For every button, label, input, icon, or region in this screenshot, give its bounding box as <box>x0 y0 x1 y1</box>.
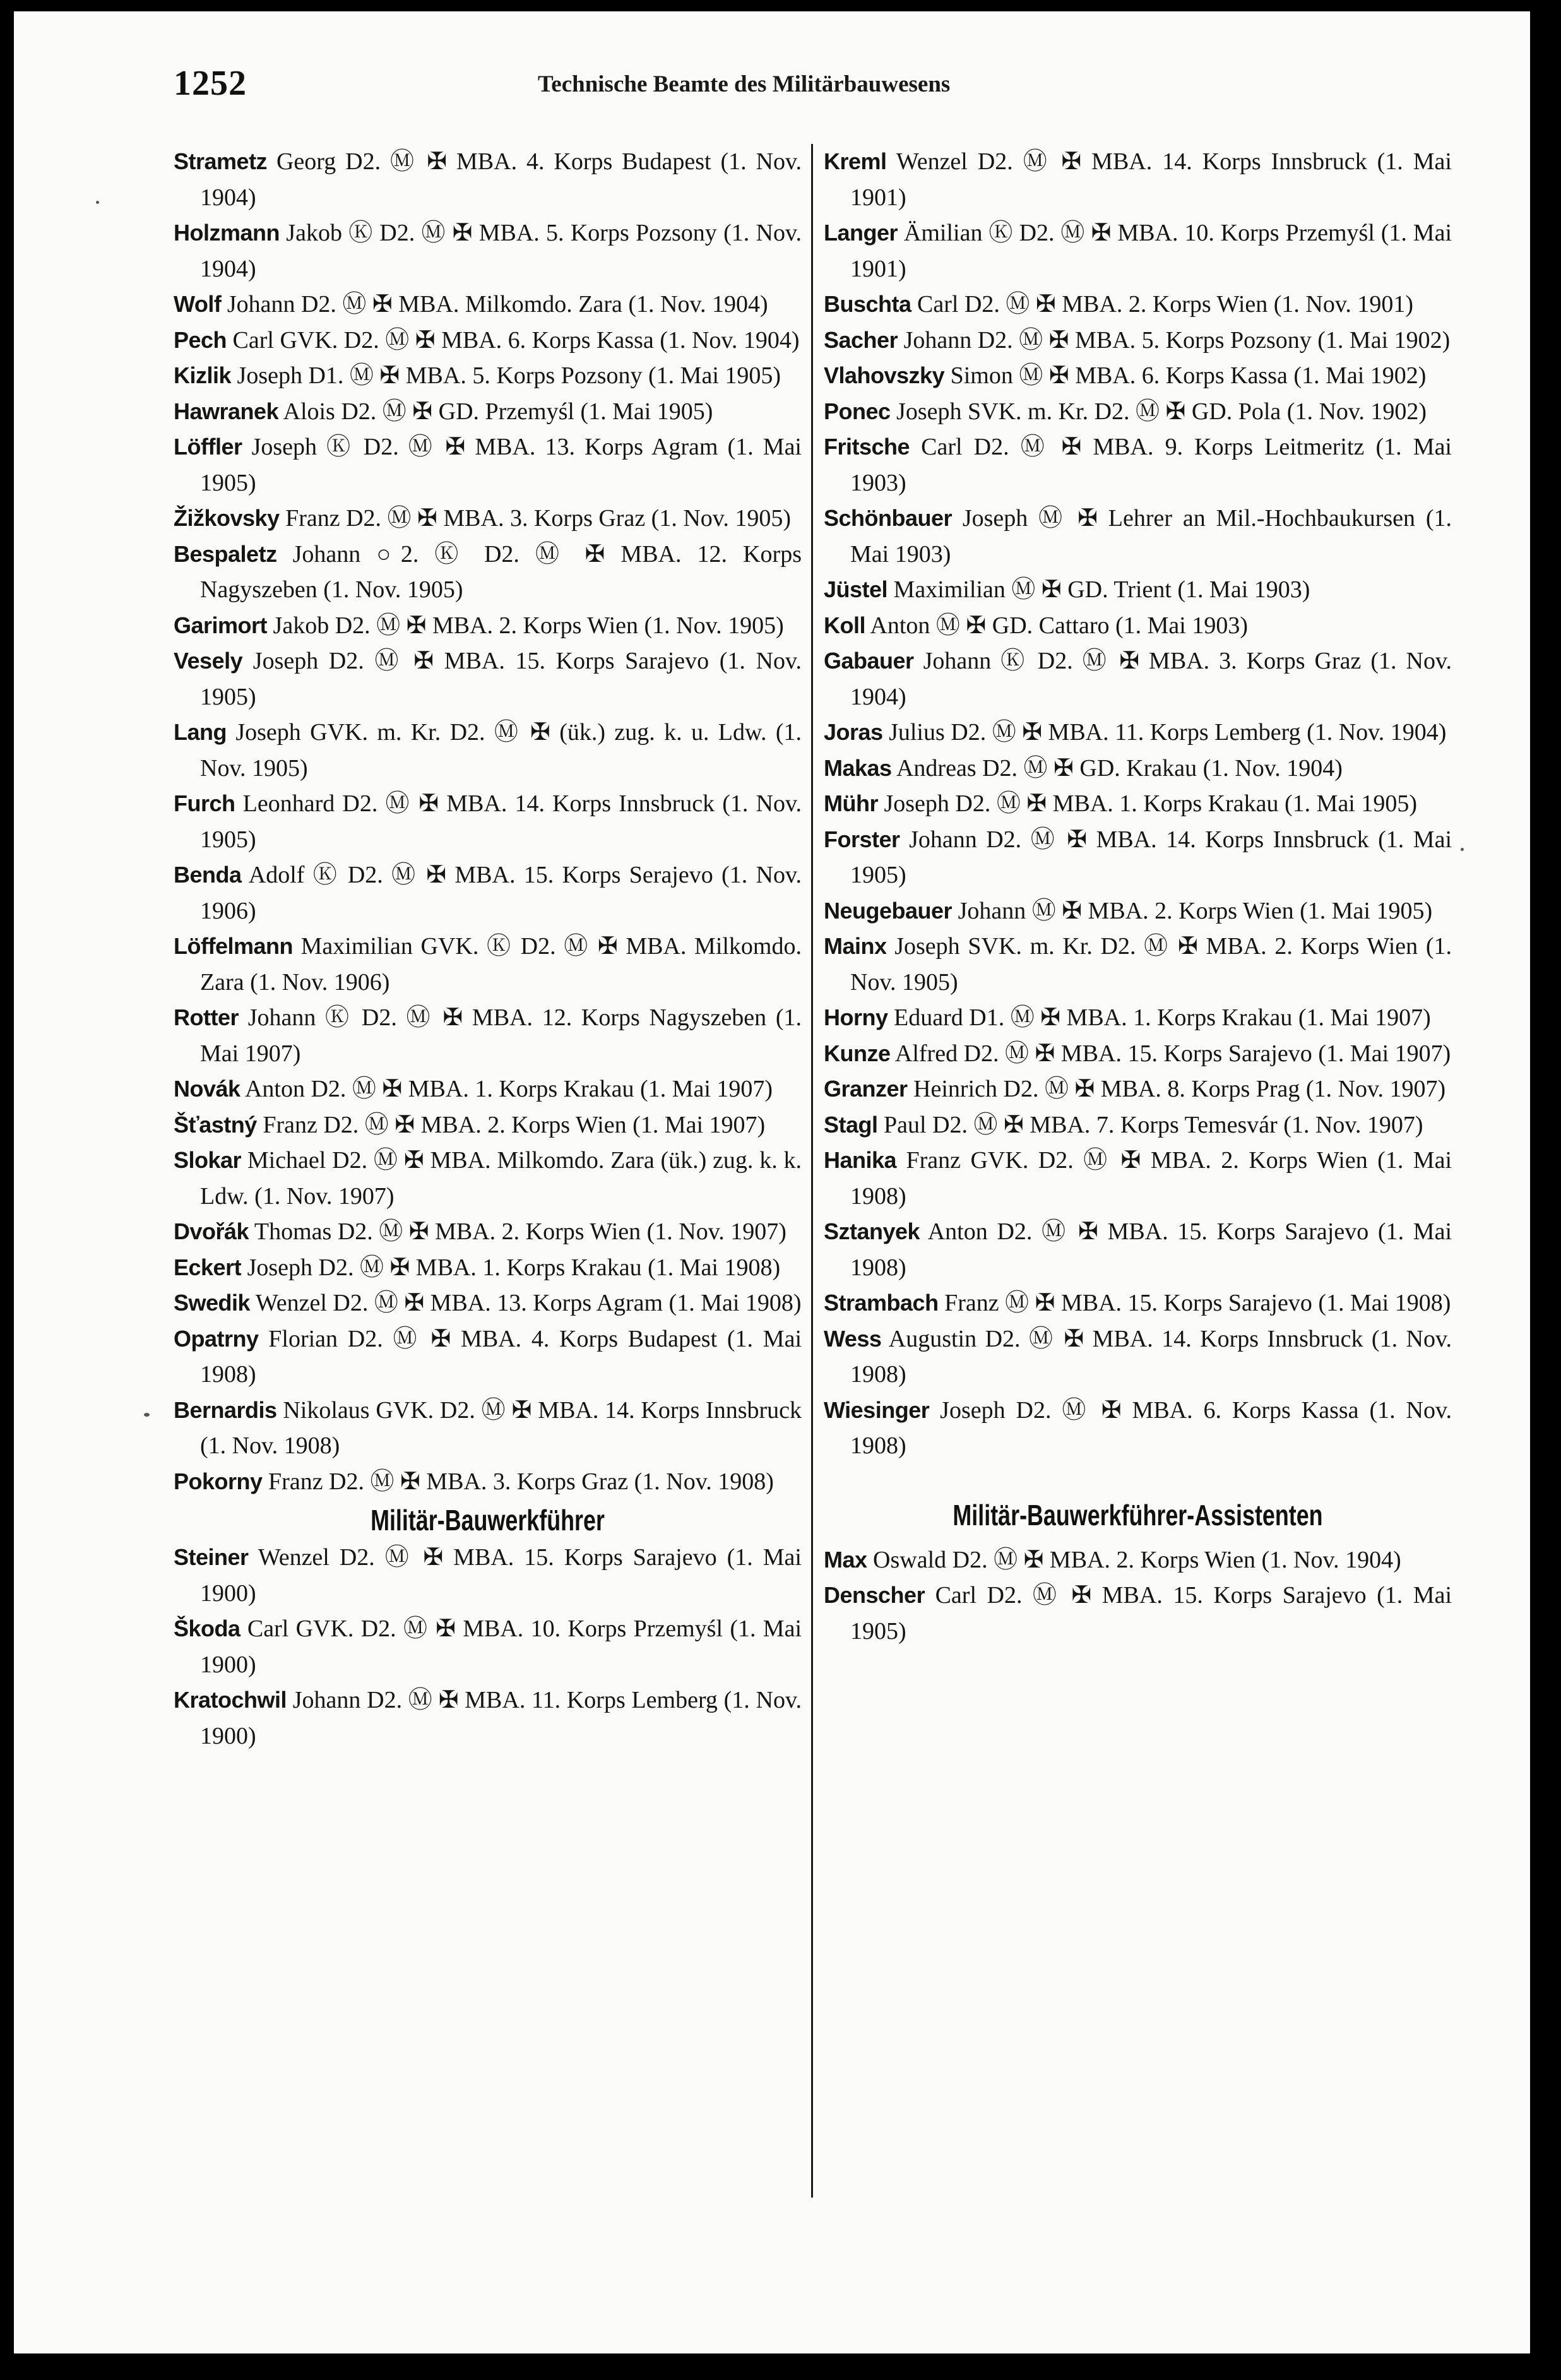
list-item <box>174 323 802 359</box>
entry-surname: Löffelmann <box>174 933 293 959</box>
entry-details: Joseph SVK. m. Kr. D2. Ⓜ ✠ GD. Pola (1. Nov. 1902) <box>896 398 1427 425</box>
list-item <box>174 1071 802 1107</box>
entry-surname: Rotter <box>174 1004 239 1030</box>
list-item <box>824 144 1452 215</box>
entry-details: Oswald D2. Ⓜ ✠ MBA. 2. Korps Wien (1. Nov. 1904) <box>873 1546 1401 1573</box>
entry-details: Joseph Ⓚ D2. Ⓜ ✠ MBA. 13. Korps Agram (1. Mai 1905) <box>200 434 802 496</box>
list-item <box>174 537 802 608</box>
list-item <box>824 287 1452 323</box>
list-item <box>824 929 1452 1000</box>
entry-details: Johann Ⓜ ✠ MBA. 2. Korps Wien (1. Mai 1905) <box>958 897 1433 924</box>
entry-details: Alfred D2. Ⓜ ✠ MBA. 15. Korps Sarajevo (1. Mai 1907) <box>894 1040 1451 1067</box>
list-item <box>824 1321 1452 1393</box>
entry-surname: Gabauer <box>824 648 914 674</box>
entry-surname: Stagl <box>824 1111 878 1138</box>
entry-details: Georg D2. Ⓜ ✠ MBA. 4. Korps Budapest (1. Nov. 1904) <box>200 148 802 211</box>
entry-details: Joseph D2. Ⓜ ✠ MBA. 6. Korps Kassa (1. Nov. 1908) <box>850 1396 1452 1459</box>
list-item <box>824 394 1452 430</box>
entry-details: Adolf Ⓚ D2. Ⓜ ✠ MBA. 15. Korps Serajevo (1. Nov. 1906) <box>200 862 802 924</box>
entry-details: Franz GVK. D2. Ⓜ ✠ MBA. 2. Korps Wien (1. Mai 1908) <box>850 1147 1452 1210</box>
left-entry-list-b <box>174 1540 802 1754</box>
entry-details: Florian D2. Ⓜ ✠ MBA. 4. Korps Budapest (1. Mai 1908) <box>200 1325 802 1388</box>
entry-details: Joseph SVK. m. Kr. D2. Ⓜ ✠ MBA. 2. Korps Wien (1. Nov. 1905) <box>850 933 1452 996</box>
list-item <box>824 1285 1452 1321</box>
entry-details: Nikolaus GVK. D2. Ⓜ ✠ MBA. 14. Korps Innsbruck (1. Nov. 1908) <box>200 1396 802 1459</box>
list-item <box>824 1542 1452 1578</box>
entry-surname: Opatrny <box>174 1325 259 1352</box>
entry-surname: Vesely <box>174 648 243 674</box>
list-item <box>174 786 802 857</box>
entry-surname: Forster <box>824 826 900 852</box>
entry-surname: Novák <box>174 1076 240 1102</box>
list-item <box>824 1578 1452 1649</box>
entry-details: Maximilian GVK. Ⓚ D2. Ⓜ ✠ MBA. Milkomdo. Zara (1. Nov. 1906) <box>200 933 802 996</box>
entry-surname: Horny <box>824 1004 888 1030</box>
entry-surname: Steiner <box>174 1544 249 1570</box>
list-item <box>174 358 802 394</box>
list-item <box>174 287 802 323</box>
entry-details: Joseph D2. Ⓜ ✠ MBA. 1. Korps Krakau (1. Mai 1905) <box>884 790 1418 817</box>
specks <box>96 201 99 204</box>
list-item <box>174 608 802 644</box>
entry-details: Carl D2. Ⓜ ✠ MBA. 2. Korps Wien (1. Nov. 1901) <box>917 291 1414 318</box>
entry-surname: Wolf <box>174 291 222 317</box>
entry-details: Carl GVK. D2. Ⓜ ✠ MBA. 6. Korps Kassa (1. Nov. 1904) <box>232 326 800 354</box>
list-item <box>824 501 1452 572</box>
entry-surname: Mühr <box>824 790 878 816</box>
entry-surname: Denscher <box>824 1582 925 1608</box>
list-item <box>824 1071 1452 1107</box>
section-heading-assistenten: Militär-Bauwerkführer-Assistenten <box>953 1498 1323 1532</box>
list-item <box>174 429 802 501</box>
section-heading-bauwerkfuehrer: Militär-Bauwerkführer <box>371 1504 605 1537</box>
entry-details: Joseph D2. Ⓜ ✠ MBA. 15. Korps Sarajevo (1. Nov. 1905) <box>200 648 802 710</box>
list-item <box>174 1611 802 1682</box>
specks <box>144 1413 150 1417</box>
list-item <box>174 215 802 287</box>
entry-surname: Koll <box>824 612 865 638</box>
list-item <box>174 715 802 786</box>
entry-surname: Furch <box>174 790 235 816</box>
entry-details: Leonhard D2. Ⓜ ✠ MBA. 14. Korps Innsbruck (1. Nov. 1905) <box>200 790 802 853</box>
entry-details: Ämilian Ⓚ D2. Ⓜ ✠ MBA. 10. Korps Przemyśl (1. Mai 1901) <box>850 220 1452 282</box>
list-item <box>824 1036 1452 1072</box>
entry-details: Johann D2. Ⓜ ✠ MBA. 5. Korps Pozsony (1. Mai 1902) <box>903 326 1451 354</box>
entry-details: Johann D2. Ⓜ ✠ MBA. Milkomdo. Zara (1. Nov. 1904) <box>227 291 768 318</box>
entry-surname: Garimort <box>174 612 268 638</box>
list-item <box>824 215 1452 287</box>
entry-surname: Wiesinger <box>824 1396 930 1423</box>
entry-details: Alois D2. Ⓜ ✠ GD. Przemyśl (1. Mai 1905) <box>283 398 713 425</box>
entry-details: Franz D2. Ⓜ ✠ MBA. 2. Korps Wien (1. Mai 1907) <box>263 1111 766 1138</box>
entry-details: Anton D2. Ⓜ ✠ MBA. 1. Korps Krakau (1. Mai 1907) <box>244 1076 773 1102</box>
page-number: 1252 <box>174 64 247 103</box>
entry-details: Anton D2. Ⓜ ✠ MBA. 15. Korps Sarajevo (1. Mai 1908) <box>850 1218 1452 1281</box>
right-column <box>824 144 1452 1649</box>
entry-details: Joseph GVK. m. Kr. D2. Ⓜ ✠ (ük.) zug. k. u. Ldw. (1. Nov. 1905) <box>200 719 802 782</box>
list-item <box>174 1143 802 1214</box>
specks <box>1461 848 1464 851</box>
entry-details: Wenzel D2. Ⓜ ✠ MBA. 15. Korps Sarajevo (1. Mai 1900) <box>200 1544 802 1607</box>
entry-details: Michael D2. Ⓜ ✠ MBA. Milkomdo. Zara (ük.) zug. k. k. Ldw. (1. Nov. 1907) <box>200 1147 802 1210</box>
entry-surname: Eckert <box>174 1254 242 1280</box>
list-item <box>824 358 1452 394</box>
list-item <box>174 1250 802 1286</box>
entry-details: Carl D2. Ⓜ ✠ MBA. 15. Korps Sarajevo (1. Mai 1905) <box>850 1582 1452 1645</box>
entry-surname: Šťastný <box>174 1111 257 1138</box>
entry-details: Joseph Ⓜ ✠ Lehrer an Mil.-Hochbaukursen (1. Mai 1903) <box>850 505 1452 568</box>
entry-details: Joseph D2. Ⓜ ✠ MBA. 1. Korps Krakau (1. Mai 1908) <box>247 1254 781 1281</box>
running-title: Technische Beamte des Militärbauwesens <box>538 71 951 97</box>
list-item <box>174 501 802 537</box>
entry-details: Franz D2. Ⓜ ✠ MBA. 3. Korps Graz (1. Nov. 1908) <box>268 1468 774 1495</box>
list-item <box>174 1000 802 1071</box>
list-item <box>174 1540 802 1611</box>
entry-surname: Škoda <box>174 1615 240 1641</box>
list-item <box>824 323 1452 359</box>
entry-surname: Fritsche <box>824 434 910 460</box>
list-item <box>824 608 1452 644</box>
entry-surname: Jüstel <box>824 576 888 602</box>
entry-details: Julius D2. Ⓜ ✠ MBA. 11. Korps Lemberg (1. Nov. 1904) <box>889 719 1447 746</box>
list-item <box>174 1464 802 1500</box>
entry-details: Johann Ⓚ D2. Ⓜ ✠ MBA. 3. Korps Graz (1. Nov. 1904) <box>850 648 1452 710</box>
entry-details: Maximilian Ⓜ ✠ GD. Trient (1. Mai 1903) <box>893 576 1310 603</box>
entry-details: Anton Ⓜ ✠ GD. Cattaro (1. Mai 1903) <box>870 612 1248 639</box>
list-item <box>824 1214 1452 1285</box>
left-entry-list-a <box>174 144 802 1499</box>
list-item <box>824 893 1452 929</box>
entry-surname: Kratochwil <box>174 1687 287 1713</box>
entry-details: Johann D2. Ⓜ ✠ MBA. 14. Korps Innsbruck (1. Mai 1905) <box>850 826 1452 888</box>
entry-details: Heinrich D2. Ⓜ ✠ MBA. 8. Korps Prag (1. Nov. 1907) <box>913 1076 1446 1102</box>
entry-details: Joseph D1. Ⓜ ✠ MBA. 5. Korps Pozsony (1. Mai 1905) <box>237 362 781 389</box>
entry-surname: Vlahovszky <box>824 362 945 388</box>
entry-surname: Bernardis <box>174 1396 277 1423</box>
entry-surname: Buschta <box>824 291 911 317</box>
entry-details: Andreas D2. Ⓜ ✠ GD. Krakau (1. Nov. 1904) <box>896 754 1343 782</box>
entry-details: Wenzel D2. Ⓜ ✠ MBA. 13. Korps Agram (1. Mai 1908) <box>255 1290 802 1316</box>
entry-surname: Hanika <box>824 1147 897 1173</box>
entry-surname: Strametz <box>174 148 268 174</box>
list-item <box>174 643 802 715</box>
entry-details: Paul D2. Ⓜ ✠ MBA. 7. Korps Temesvár (1. Nov. 1907) <box>884 1111 1423 1138</box>
entry-surname: Holzmann <box>174 220 280 246</box>
list-item <box>174 857 802 929</box>
entry-surname: Pokorny <box>174 1468 263 1494</box>
entry-surname: Ponec <box>824 398 891 424</box>
page-header <box>14 63 1530 107</box>
list-item <box>174 144 802 215</box>
entry-surname: Sacher <box>824 326 898 353</box>
entry-details: Johann ○2. Ⓚ D2. Ⓜ ✠ MBA. 12. Korps Nagyszeben (1. Nov. 1905) <box>200 540 802 603</box>
list-item <box>174 394 802 430</box>
list-item <box>174 1107 802 1143</box>
entry-details: Jakob D2. Ⓜ ✠ MBA. 2. Korps Wien (1. Nov. 1905) <box>273 612 784 639</box>
entry-surname: Pech <box>174 326 227 353</box>
entry-surname: Benda <box>174 862 242 888</box>
list-item <box>174 1682 802 1754</box>
entry-surname: Swedik <box>174 1290 251 1316</box>
list-item <box>824 572 1452 608</box>
entry-details: Simon Ⓜ ✠ MBA. 6. Korps Kassa (1. Mai 1902) <box>950 362 1427 389</box>
entry-surname: Hawranek <box>174 398 279 424</box>
entry-details: Johann D2. Ⓜ ✠ MBA. 11. Korps Lemberg (1. Nov. 1900) <box>200 1687 802 1749</box>
entry-surname: Langer <box>824 220 898 246</box>
entry-details: Jakob Ⓚ D2. Ⓜ ✠ MBA. 5. Korps Pozsony (1. Nov. 1904) <box>200 220 802 282</box>
entry-surname: Kunze <box>824 1040 891 1066</box>
list-item <box>824 1000 1452 1036</box>
list-item <box>824 429 1452 501</box>
entry-details: Franz Ⓜ ✠ MBA. 15. Korps Sarajevo (1. Mai 1908) <box>944 1290 1451 1316</box>
entry-surname: Slokar <box>174 1147 242 1173</box>
entry-details: Johann Ⓚ D2. Ⓜ ✠ MBA. 12. Korps Nagyszeben (1. Mai 1907) <box>200 1004 802 1067</box>
list-item <box>824 1143 1452 1214</box>
entry-surname: Kreml <box>824 148 887 174</box>
list-item <box>824 715 1452 751</box>
entry-surname: Bespaletz <box>174 540 277 567</box>
entry-surname: Lang <box>174 719 227 745</box>
list-item <box>174 929 802 1000</box>
entry-surname: Granzer <box>824 1076 908 1102</box>
entry-surname: Löffler <box>174 434 242 460</box>
entry-surname: Dvořák <box>174 1218 249 1244</box>
right-entry-list-b <box>824 1542 1452 1650</box>
entry-surname: Joras <box>824 719 883 745</box>
entry-details: Carl D2. Ⓜ ✠ MBA. 9. Korps Leitmeritz (1. Mai 1903) <box>850 434 1452 496</box>
list-item <box>824 1107 1452 1143</box>
entry-surname: Neugebauer <box>824 897 953 924</box>
list-item <box>824 751 1452 787</box>
entry-surname: Sztanyek <box>824 1218 920 1244</box>
entry-details: Augustin D2. Ⓜ ✠ MBA. 14. Korps Innsbruck (1. Nov. 1908) <box>850 1325 1452 1388</box>
entry-details: Carl GVK. D2. Ⓜ ✠ MBA. 10. Korps Przemyśl (1. Mai 1900) <box>200 1615 802 1678</box>
entry-surname: Kizlik <box>174 362 232 388</box>
entry-surname: Mainx <box>824 933 887 959</box>
list-item <box>824 822 1452 893</box>
column-divider <box>811 144 813 2198</box>
entry-surname: Žižkovsky <box>174 505 280 531</box>
entry-surname: Makas <box>824 754 892 781</box>
right-entry-list-a <box>824 144 1452 1464</box>
list-item <box>174 1393 802 1464</box>
left-column <box>174 144 802 1754</box>
entry-surname: Wess <box>824 1325 882 1352</box>
entry-surname: Strambach <box>824 1290 939 1316</box>
entry-surname: Max <box>824 1546 867 1573</box>
list-item <box>174 1214 802 1250</box>
list-item <box>174 1285 802 1321</box>
list-item <box>824 1393 1452 1464</box>
list-item <box>824 786 1452 822</box>
entry-surname: Schönbauer <box>824 505 953 531</box>
list-item <box>824 643 1452 715</box>
entry-details: Thomas D2. Ⓜ ✠ MBA. 2. Korps Wien (1. Nov. 1907) <box>254 1218 786 1245</box>
entry-details: Wenzel D2. Ⓜ ✠ MBA. 14. Korps Innsbruck (1. Mai 1901) <box>850 148 1452 211</box>
entry-details: Franz D2. Ⓜ ✠ MBA. 3. Korps Graz (1. Nov. 1905) <box>285 505 791 532</box>
document-page <box>14 11 1530 2353</box>
list-item <box>174 1321 802 1393</box>
entry-details: Eduard D1. Ⓜ ✠ MBA. 1. Korps Krakau (1. Mai 1907) <box>894 1004 1431 1031</box>
